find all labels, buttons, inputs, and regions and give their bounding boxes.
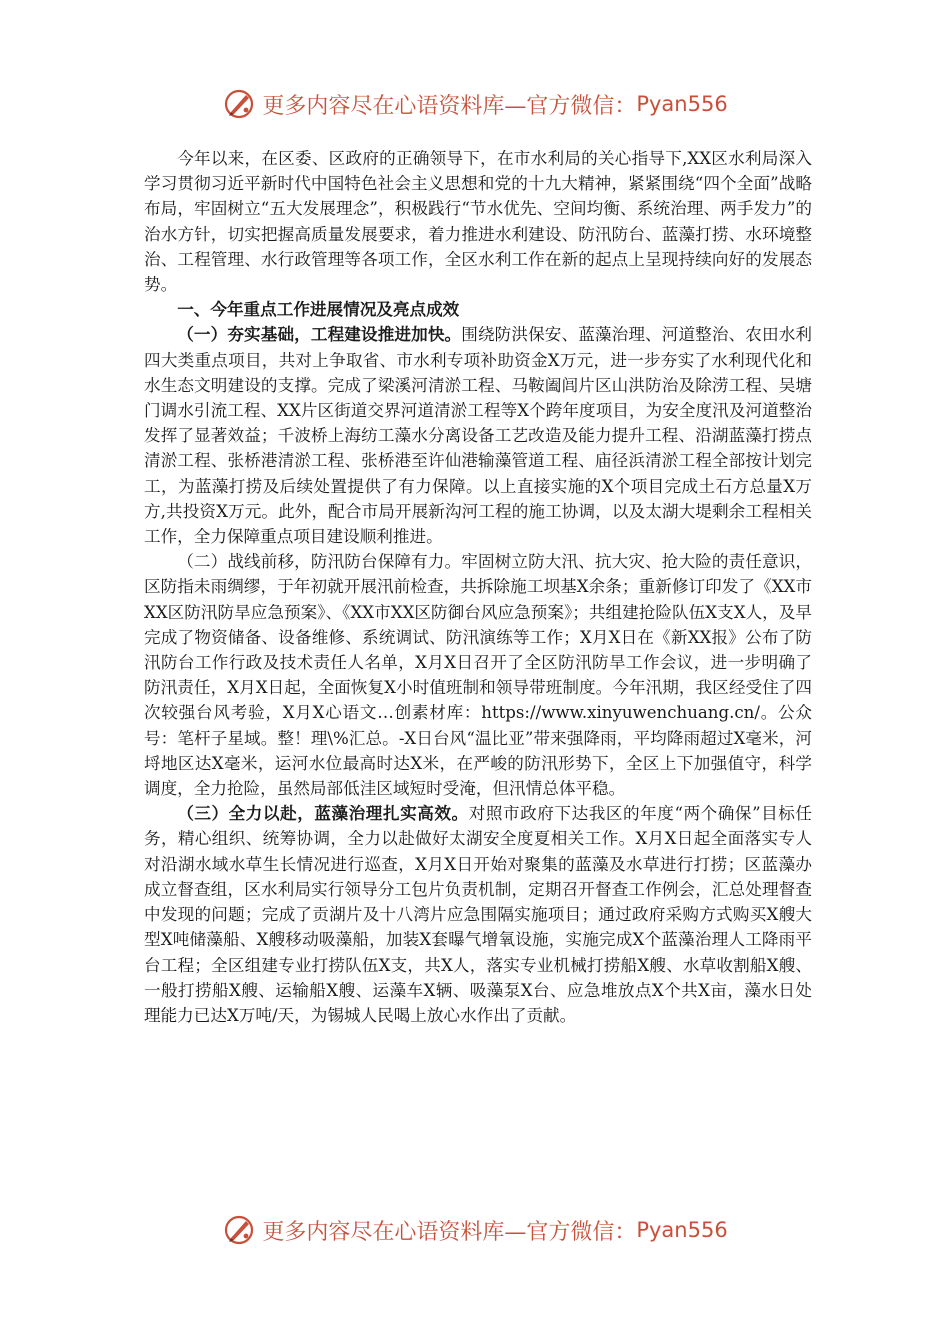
section-3-body: 对照市政府下达我区的年度“两个确保”目标任务，精心组织、统筹协调，全力以赴做好太湖安全度夏相关工作。X月X日起全面落实专人对沿湖水域水草生长情况进行巡查，X月X日开始对聚集的蓝藻及水草进行打捞；区蓝藻办成立督查组，区水利局实行领导分工包片负责机制，定期召开督查工作例会，汇总处理督查中发现的问题；完成了贡湖片及十八湾片应急围隔实施项目；通过政府采购方式购买X艘大型X吨储藻船、X艘移动吸藻船，加装X套曝气增氧设施，实施完成X个蓝藻治理人工降雨平台工程；全区组建专业打捞队伍X支，共X人，落实专业机械打捞船X艘、水草收割船X艘、一般打捞船X艘、运输船X艘、运藻车X辆、吸藻泵X台、应急堆放点X个共X亩，藻水日处理能力已达X万吨/天，为锡城人民喝上放心水作出了贡献。 xyxy=(144,804,812,1025)
document-body xyxy=(144,146,812,1028)
section-heading-1: 一、今年重点工作进展情况及亮点成效 xyxy=(177,299,460,320)
section-1-body: 围绕防洪保安、蓝藻治理、河道整治、农田水利四大类重点项目，共对上争取省、市水利专项补助资金X万元，进一步夯实了水利现代化和水生态文明建设的支撑。完成了梁溪河清淤工程、马鞍阖闾片区山洪防治及除涝工程、吴塘门调水引流工程、XX片区街道交界河道清淤工程等X个跨年度项目，为安全度汛及河道整治发挥了显著效益；千波桥上海纺工藻水分离设备工艺改造及能力提升工程、沿湖蓝藻打捞点清淤工程、张桥港清淤工程、张桥港至许仙港输藻管道工程、庙径浜清淤工程全部按计划完工，为蓝藻打捞及后续处置提供了有力保障。以上直接实施的X个项目完成土石方总量X万方,共投资X万元。此外，配合市局开展新沟河工程的施工协调，以及太湖大堤剩余工程相关工作，全力保障重点项目建设顺利推进。 xyxy=(144,325,812,547)
section-1-title: （一）夯实基础，工程建设推进加快。 xyxy=(177,324,462,345)
header-banner xyxy=(0,84,950,124)
banner-text: 更多内容尽在心语资料库—官方微信： xyxy=(262,1219,637,1245)
pen-logo-icon xyxy=(222,1213,256,1247)
banner-wechat-handle: Pyan556 xyxy=(636,1218,728,1242)
section-2-paragraph xyxy=(144,549,812,801)
banner-text: 更多内容尽在心语资料库—官方微信： xyxy=(262,93,637,119)
section-1-paragraph xyxy=(144,322,812,549)
section-3-title: （三）全力以赴，蓝藻治理扎实高效。 xyxy=(177,803,469,824)
intro-paragraph: 今年以来，在区委、区政府的正确领导下，在市水利局的关心指导下,XX区水利局深入学习贯彻习近平新时代中国特色社会主义思想和党的十九大精神，紧紧围绕“四个全面”战略布局，牢固树立“五大发展理念”，积极践行“节水优先、空间均衡、系统治理、两手发力”的治水方针，切实把握高质量发展要求，着力推进水利建设、防汛防台、蓝藻打捞、水环境整治、工程管理、水行政管理等各项工作，全区水利工作在新的起点上呈现持续向好的发展态势。 xyxy=(144,149,812,295)
section-2-body: 牢固树立防大汛、抗大灾、抢大险的责任意识，区防指未雨绸缪，于年初就开展汛前检查，共拆除施工坝基X余条；重新修订印发了《XX市XX区防汛防旱应急预案》、《XX市XX区防御台风应急预案》；共组建抢险队伍X支X人，及早完成了物资储备、设备维修、系统调试、防汛演练等工作；X月X日在《新XX报》公布了防汛防台工作行政及技术责任人名单，X月X日召开了全区防汛防旱工作会议，进一步明确了防汛责任，X月X日起，全面恢复X小时值班制和领导带班制度。今年汛期，我区经受住了四次较强台风考验，X月X心语文…创素材库：https://www.xinyuwenchuang.cn/。公众号：笔杆子星域。整！理\%汇总。-X日台风“温比亚”带来强降雨，平均降雨超过X毫米，河埒地区达X毫米，运河水位最高时达X米，在严峻的防汛形势下，全区上下加强值守，科学调度，全力抢险，虽然局部低洼区域短时受淹，但汛情总体平稳。 xyxy=(144,552,812,799)
pen-logo-icon xyxy=(222,87,256,121)
section-3-paragraph xyxy=(144,801,812,1028)
footer-banner xyxy=(0,1210,950,1250)
banner-wechat-handle: Pyan556 xyxy=(636,92,728,116)
section-2-title: （二）战线前移，防汛防台保障有力。 xyxy=(177,552,462,572)
